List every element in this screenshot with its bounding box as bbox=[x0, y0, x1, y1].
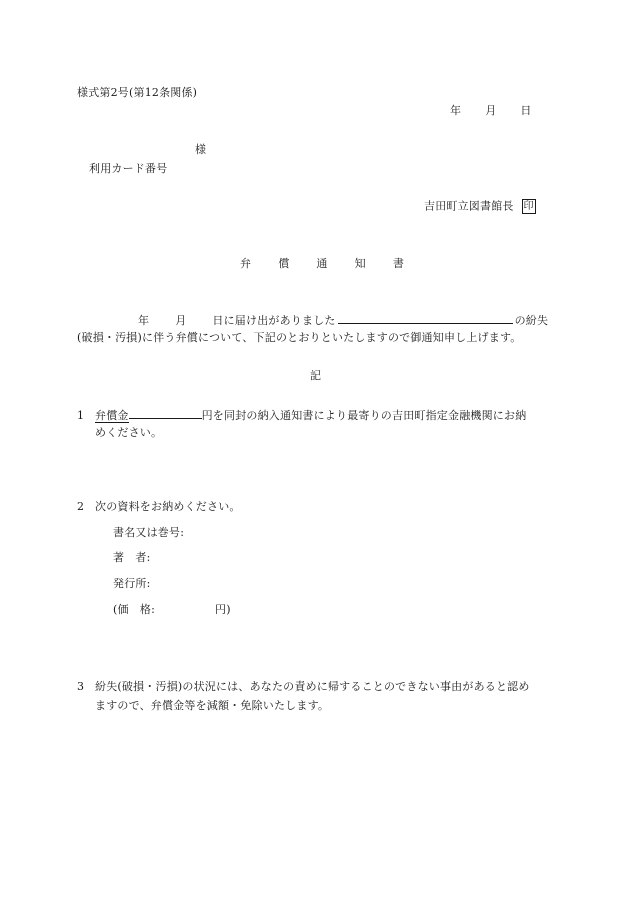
title-char: 通 bbox=[316, 257, 328, 270]
date-year: 年 bbox=[450, 104, 462, 117]
item-3-line-2: ますので、弁償金等を減額・免除いたします。 bbox=[95, 699, 330, 712]
item-2-number: 2 bbox=[77, 500, 85, 513]
compensation-amount-blank bbox=[129, 407, 202, 419]
body-line-2: (破損・汚損)に伴う弁償について、下記のとおりといたしますので御通知申し上げます。 bbox=[77, 331, 522, 344]
item-2 bbox=[77, 500, 241, 514]
date-month: 月 bbox=[485, 104, 497, 117]
body-year: 年 bbox=[138, 314, 150, 327]
field-title: 書名又は巻号: bbox=[113, 526, 185, 539]
date-day: 日 bbox=[520, 104, 532, 117]
item-name-blank bbox=[338, 312, 513, 324]
item-3-number: 3 bbox=[77, 680, 85, 693]
body-day-text: 日に届け出がありました bbox=[212, 314, 336, 327]
item-2-text: 次の資料をお納めください。 bbox=[95, 500, 241, 513]
title-char: 知 bbox=[354, 257, 366, 270]
form-number: 様式第2号(第12条関係) bbox=[77, 86, 198, 99]
issuer bbox=[424, 199, 536, 214]
item-1-line-2: めください。 bbox=[95, 426, 163, 439]
issuer-name: 吉田町立図書館長 bbox=[424, 199, 514, 213]
title-char: 書 bbox=[392, 257, 405, 270]
title-char: 償 bbox=[278, 257, 290, 270]
date-line bbox=[450, 104, 532, 118]
field-publisher: 発行所: bbox=[113, 577, 151, 590]
field-author: 著 者: bbox=[113, 551, 151, 564]
ki-heading: 記 bbox=[310, 369, 322, 382]
item-1-number: 1 bbox=[77, 409, 85, 422]
card-number-label: 利用カード番号 bbox=[89, 162, 168, 175]
title-char: 弁 bbox=[240, 257, 252, 270]
field-price-label: (価 格: bbox=[113, 603, 155, 616]
seal-stamp: 印 bbox=[523, 201, 534, 212]
item-3-text: 紛失(破損・汚損)の状況には、あなたの責めに帰することのできない事由があると認め bbox=[95, 680, 530, 693]
field-price-close: 円) bbox=[215, 603, 231, 616]
addressee-honorific: 様 bbox=[195, 143, 207, 156]
body-month: 月 bbox=[175, 314, 187, 327]
item-1 bbox=[77, 407, 526, 423]
field-price bbox=[113, 603, 231, 617]
body-line-1 bbox=[138, 312, 548, 328]
body-after-blank: の紛失 bbox=[514, 314, 549, 327]
item-3 bbox=[77, 680, 530, 694]
compensation-label: 弁償金 bbox=[95, 409, 129, 422]
item-1-text: 円を同封の納入通知書により最寄りの吉田町指定金融機関にお納 bbox=[201, 409, 527, 422]
document-title bbox=[240, 257, 404, 271]
